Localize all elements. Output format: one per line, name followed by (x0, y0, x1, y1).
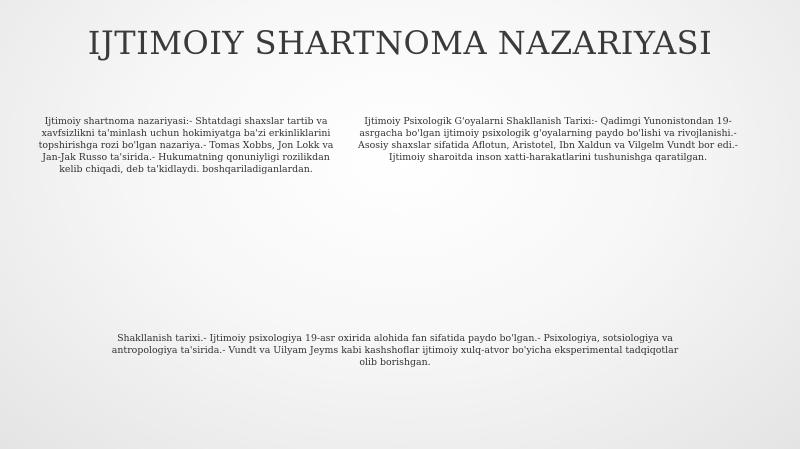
slide-title: IJTIMOIY SHARTNOMA NAZARIYASI (87, 24, 713, 62)
text-block-history-ideas: Ijtimoiy Psixologik G'oyalarni Shakllanish Tarixi:- Qadimgi Yunonistondan 19-asrgacha bo'lgan ijtimoiy psixologik g'oyalarning paydo bo'lishi va rivojlanishi.- Asosiy shaxslar sifatida Aflotun, Aristotel, Ibn Xaldun va Vilgelm Vundt bor edi.- Ijtimoiy sharoitda inson xatti-harakatlarini tushunishga qaratilgan. (358, 116, 738, 163)
text-block-social-contract: Ijtimoiy shartnoma nazariyasi:- Shtatdagi shaxslar tartib va xavfsizlikni ta'minlash uchun hokimiyatga ba'zi erkinliklarini topshirishga rozi bo'lgan nazariya.- Tomas Xobbs, Jon Lokk va Jan-Jak Russo ta'sirida.- Hukumatning qonuniyligi rozilikdan kelib chiqadi, deb ta'kidlaydi. boshqariladiganlardan. (38, 116, 334, 175)
text-block-formation-history: Shakllanish tarixi.- Ijtimoiy psixologiya 19-asr oxirida alohida fan sifatida paydo bo'lgan.- Psixologiya, sotsiologiya va antropologiya ta'sirida.- Vundt va Uilyam Jeyms kabi kashshoflar ijtimoiy xulq-atvor bo'yicha eksperimental tadqiqotlar olib borishgan. (111, 333, 679, 368)
